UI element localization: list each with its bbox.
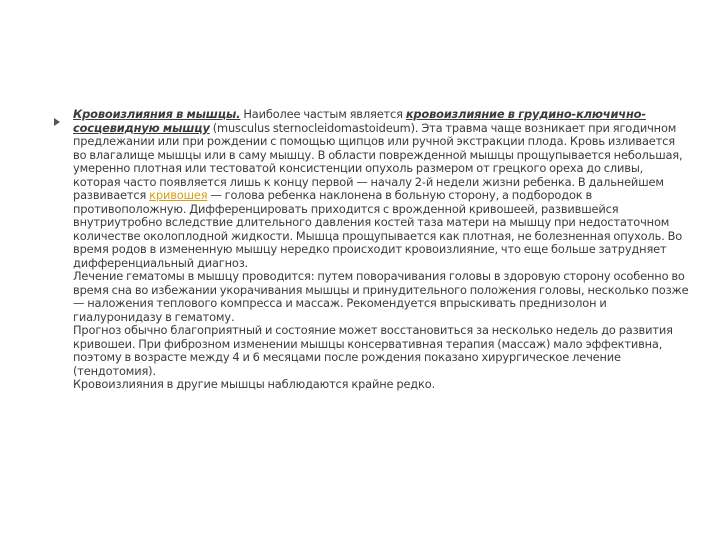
term-muscle-hemorrhage: Кровоизлияния в мышцы. — [73, 107, 241, 121]
torticollis-link[interactable]: кривошея — [149, 188, 208, 202]
text-segment: — голова ребенка наклонена в больную сторону, а подбородок в противоположную. Дифференцировать приходится с врожденной кривошеей, развившейся внутриутробно вследствие длительного давления костей таза матери на мышцу при недостаточном количестве околоплодной жидкости. Мышца прощупывается как плотная, не болезненная опухоль. Во время родов в измененную мышцу нередко происходит кровоизлияние, что еще больше затрудняет дифференциальный диагноз. — [73, 188, 683, 270]
paragraph-other-muscles: Кровоизлияния в другие мышцы наблюдаются крайне редко. — [73, 377, 436, 391]
triangle-bullet-icon — [54, 118, 60, 126]
text-segment: Наиболее частым является — [240, 107, 406, 121]
body-text — [73, 108, 691, 392]
term-scm-hemorrhage: кровоизлияние в грудино-ключично-сосцевидную мышцу — [73, 107, 646, 135]
paragraph-intro — [73, 108, 691, 270]
paragraph-treatment: Лечение гематомы в мышцу проводится: путем поворачивания головы в здоровую сторону особенно во время сна во избежании укорачивания мышцы и принудительного положения головы, несколько позже — наложения теплового компресса и массаж. Рекомендуется впрыскивать преднизолон и гиалуронидазу в гематому. — [73, 269, 689, 324]
paragraph-prognosis: Прогноз обычно благоприятный и состояние может восстановиться за несколько недель до развития кривошеи. При фиброзном изменении мышцы консервативная терапия (массаж) мало эффективна, поэтому в возрасте между 4 и 6 месяцами после рождения показано хирургическое лечение (тендотомия). — [73, 323, 673, 378]
text-segment: (musculus sternocleidomastoideum). Эта травма чаще возникает при ягодичном предлежании или при рождении с помощью щипцов или ручной экстракции плода. Кровь изливается во влагалище мышцы или в саму мышцу. В области поврежденной мышцы прощупывается небольшая, умеренно плотная или тестоватой консистенции опухоль размером от грецкого ореха до сливы, которая часто появляется лишь к концу первой — началу 2-й недели жизни ребенка. В дальнейшем развивается — [73, 120, 683, 202]
